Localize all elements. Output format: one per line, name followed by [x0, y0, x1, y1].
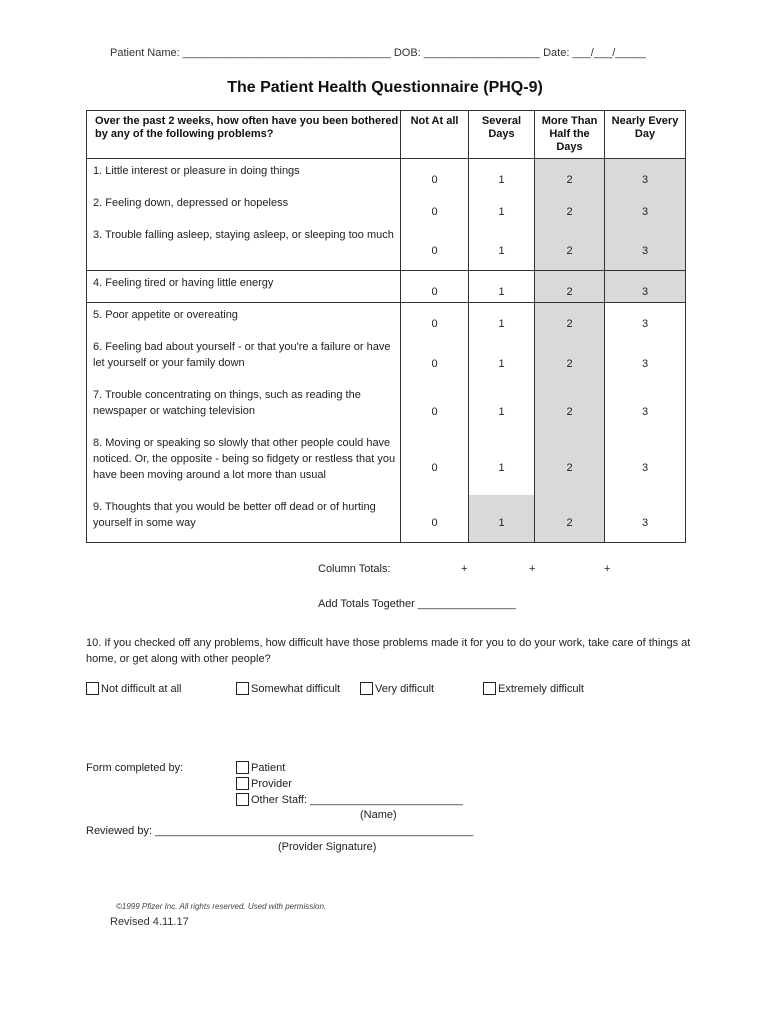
question-text: 8. Moving or speaking so slowly that other people could have noticed. Or, the opposite - being so fidgety or restless that you have been moving around a lot more than usual [87, 431, 401, 495]
checkbox[interactable] [236, 777, 249, 790]
score-option[interactable]: 0 [401, 191, 469, 223]
score-option[interactable]: 0 [401, 495, 469, 543]
score-option[interactable]: 1 [469, 303, 535, 335]
score-option[interactable]: 1 [469, 495, 535, 543]
score-option[interactable]: 3 [605, 271, 686, 303]
table-row [87, 191, 686, 223]
question-text: 6. Feeling bad about yourself - or that you're a failure or have let yourself or your family down [87, 335, 401, 383]
question-text: 1. Little interest or pleasure in doing things [87, 159, 401, 191]
score-option[interactable]: 2 [535, 431, 605, 495]
score-option[interactable]: 0 [401, 223, 469, 271]
option-label: Not difficult at all [101, 682, 182, 695]
patient-info-header [110, 47, 646, 59]
table-row [87, 431, 686, 495]
score-option[interactable]: 1 [469, 223, 535, 271]
score-option[interactable]: 3 [605, 159, 686, 191]
score-option[interactable]: 3 [605, 191, 686, 223]
score-option[interactable]: 0 [401, 271, 469, 303]
score-option[interactable]: 0 [401, 335, 469, 383]
score-option[interactable]: 2 [535, 495, 605, 543]
form-completed-by-label: Form completed by: [86, 762, 184, 774]
score-option[interactable]: 2 [535, 223, 605, 271]
score-option[interactable]: 1 [469, 191, 535, 223]
column-totals-label: Column Totals: [318, 563, 391, 575]
option-very-difficult[interactable] [360, 682, 434, 695]
option-label: Provider [251, 777, 292, 790]
score-option[interactable]: 2 [535, 383, 605, 431]
score-option[interactable]: 2 [535, 303, 605, 335]
option-label: Extremely difficult [498, 682, 584, 695]
table-row [87, 271, 686, 303]
name-caption: (Name) [360, 809, 397, 821]
patient-name-field[interactable]: Patient Name: __________________________________ [110, 47, 391, 59]
checkbox[interactable] [86, 682, 99, 695]
score-option[interactable]: 3 [605, 383, 686, 431]
option-other-staff[interactable] [236, 793, 463, 806]
column-not-at-all: Not At all [401, 111, 469, 159]
table-row [87, 223, 686, 271]
revision-date: Revised 4.11.17 [110, 916, 189, 928]
table-row [87, 495, 686, 543]
table-row [87, 159, 686, 191]
copyright-notice: ©1999 Pfizer Inc. All rights reserved. Used with permission. [116, 902, 327, 911]
score-option[interactable]: 1 [469, 383, 535, 431]
phq9-table [86, 110, 686, 543]
other-staff-name-field[interactable]: _________________________ [310, 793, 464, 806]
add-totals-field[interactable]: Add Totals Together ________________ [318, 598, 516, 610]
column-nearly-every-day: Nearly Every Day [605, 111, 686, 159]
score-option[interactable]: 3 [605, 223, 686, 271]
checkbox[interactable] [483, 682, 496, 695]
score-option[interactable]: 2 [535, 271, 605, 303]
score-option[interactable]: 0 [401, 383, 469, 431]
score-option[interactable]: 3 [605, 495, 686, 543]
form-title: The Patient Health Questionnaire (PHQ-9) [227, 79, 543, 96]
score-option[interactable]: 0 [401, 303, 469, 335]
option-extremely-difficult[interactable] [483, 682, 584, 695]
date-field[interactable]: Date: ___/___/_____ [543, 47, 646, 59]
score-option[interactable]: 1 [469, 159, 535, 191]
column-several-days: Several Days [469, 111, 535, 159]
dob-field[interactable]: DOB: ___________________ [393, 47, 541, 59]
question-text: 3. Trouble falling asleep, staying asleep, or sleeping too much [87, 223, 401, 271]
reviewed-by-field[interactable]: Reviewed by: ____________________________________________________ [86, 825, 474, 837]
score-option[interactable]: 0 [401, 431, 469, 495]
score-option[interactable]: 0 [401, 159, 469, 191]
option-label: Very difficult [375, 682, 435, 695]
option-not-difficult[interactable] [86, 682, 182, 695]
score-option[interactable]: 1 [469, 335, 535, 383]
table-row [87, 383, 686, 431]
option-label: Patient [251, 761, 286, 774]
score-option[interactable]: 2 [535, 159, 605, 191]
question-10: 10. If you checked off any problems, how difficult have those problems made it for you to do your work, take care of things at home, or get along with other people? [86, 637, 691, 665]
option-somewhat-difficult[interactable] [236, 682, 340, 695]
plus-sign: + [461, 563, 468, 575]
question-text: 2. Feeling down, depressed or hopeless [87, 191, 401, 223]
signature-caption: (Provider Signature) [278, 841, 377, 853]
option-patient[interactable] [236, 761, 285, 774]
plus-sign: + [604, 563, 611, 575]
option-label: Other Staff: [251, 793, 308, 806]
question-header: Over the past 2 weeks, how often have you been bothered by any of the following problems? [87, 111, 401, 159]
column-more-than-half: More Than Half the Days [535, 111, 605, 159]
score-option[interactable]: 3 [605, 431, 686, 495]
option-provider[interactable] [236, 777, 292, 790]
table-row [87, 303, 686, 335]
checkbox[interactable] [360, 682, 373, 695]
table-row [87, 335, 686, 383]
question-text: 4. Feeling tired or having little energy [87, 271, 401, 303]
question-text: 7. Trouble concentrating on things, such as reading the newspaper or watching television [87, 383, 401, 431]
checkbox[interactable] [236, 761, 249, 774]
option-label: Somewhat difficult [251, 682, 341, 695]
plus-sign: + [529, 563, 536, 575]
score-option[interactable]: 1 [469, 271, 535, 303]
score-option[interactable]: 2 [535, 335, 605, 383]
score-option[interactable]: 1 [469, 431, 535, 495]
question-text: 5. Poor appetite or overeating [87, 303, 401, 335]
question-text: 9. Thoughts that you would be better off dead or of hurting yourself in some way [87, 495, 401, 543]
score-option[interactable]: 2 [535, 191, 605, 223]
checkbox[interactable] [236, 793, 249, 806]
score-option[interactable]: 3 [605, 335, 686, 383]
score-option[interactable]: 3 [605, 303, 686, 335]
checkbox[interactable] [236, 682, 249, 695]
